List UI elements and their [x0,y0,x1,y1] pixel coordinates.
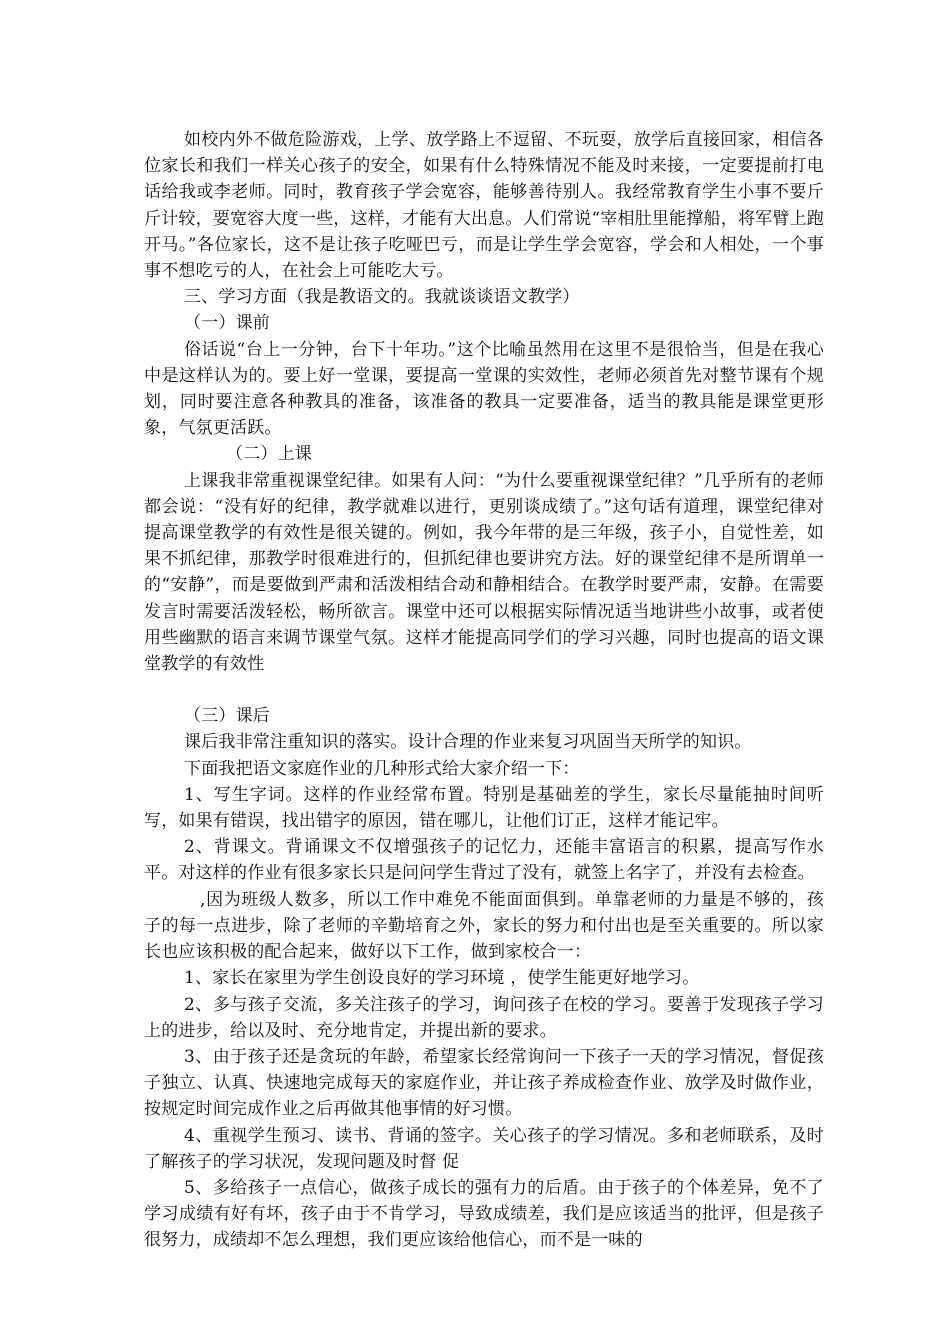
subheading-before-class: （一）课前 [184,313,270,334]
paragraph-safety: 如校内外不做危险游戏，上学、放学路上不逗留、不玩耍，放学后直接回家，相信各位家长和我们一样关心孩子的安全，如果有什么特殊情况不能及时来接，一定要提前打电话给我或李老师。同时，教育孩子学会宽容，能够善待别人。我经常教育学生小事不要斤斤计较，要宽容大度一些，这样，才能有大出息。人们常说“宰相肚里能撑船，将军臂上跑开马。”各位家长，这不是让孩子吃哑巴亏，而是让学生学会宽容，学会和人相处，一个事事不想吃亏的人，在社会上可能吃大亏。 [144,130,824,282]
list-item-parents-4: 4、重视学生预习、读书、背诵的签字。关心孩子的学习情况。多和老师联系，及时了解孩子的学习状况，发现问题及时督 促 [144,1125,824,1172]
list-item-homework-2: 2、背课文。背诵课文不仅增强孩子的记忆力，还能丰富语言的积累，提高写作水平。对这样的作业有很多家长只是问问学生背过了没有，就签上名字了，并没有去检查。 [144,837,824,884]
paragraph-parents-cooperation: ,因为班级人数多，所以工作中难免不能面面俱到。单靠老师的力量是不够的，孩子的每一点进步，除了老师的辛勤培育之外，家长的努力和付出也是至关重要的。所以家长也应该积极的配合起来，做好以下工作，做到家校合一： [144,889,824,963]
paragraph-after-class: 课后我非常注重知识的落实。设计合理的作业来复习巩固当天所学的知识。 [184,732,752,753]
subheading-after-class: （三）课后 [184,706,270,727]
section-heading-study: 三、学习方面（我是教语文的。我就谈谈语文教学） [184,287,580,308]
paragraph-before-class: 俗话说“台上一分钟，台下十年功。”这个比喻虽然用在这里不是很恰当，但是在我心中是这样认为的。要上好一堂课，要提高一堂课的实效性，老师必须首先对整节课有个规划，同时要注意各种教具的准备，该准备的教具一定要准备，适当的教具能是课堂更形象，气氛更活跃。 [144,339,824,439]
subheading-in-class: （二）上课 [226,444,312,465]
paragraph-homework-intro: 下面我把语文家庭作业的几种形式给大家介绍一下： [184,758,580,779]
document-body [144,127,824,1254]
spacer [144,677,824,703]
paragraph-in-class: 上课我非常重视课堂纪律。如果有人问：“为什么要重视课堂纪律？”几乎所有的老师都会说：“没有好的纪律，教学就难以进行，更别谈成绩了。”这句话有道理，课堂纪律对提高课堂教学的有效性是很关键的。例如，我今年带的是三年级，孩子小，自觉性差，如果不抓纪律，那教学时很难进行的，但抓纪律也要讲究方法。好的课堂纪律不是所谓单一的“安静”，而是要做到严肃和活泼相结合动和静相结合。在教学时要严肃，安静。在需要发言时需要活泼轻松，畅所欲言。课堂中还可以根据实际情况适当地讲些小故事，或者使用些幽默的语言来调节课堂气氛。这样才能提高同学们的学习兴趣，同时也提高的语文课堂教学的有效性 [144,470,824,675]
list-item-parents-2: 2、多与孩子交流，多关注孩子的学习，询问孩子在校的学习。要善于发现孩子学习上的进步，给以及时、充分地肯定，并提出新的要求。 [144,994,824,1041]
list-item-homework-1: 1、写生字词。这样的作业经常布置。特别是基础差的学生，家长尽量能抽时间听写，如果有错误，找出错字的原因，错在哪儿，让他们订正，这样才能记牢。 [144,784,824,832]
list-item-parents-3: 3、由于孩子还是贪玩的年龄，希望家长经常询问一下孩子一天的学习情况，督促孩子独立、认真、快速地完成每天的家庭作业，并让孩子养成检查作业、放学及时做作业，按规定时间完成作业之后再做其他事情的好习惯。 [144,1046,824,1120]
list-item-parents-1: 1、家长在家里为学生创设良好的学习环境 ，使学生能更好地学习。 [184,968,700,989]
list-item-parents-5: 5、多给孩子一点信心，做孩子成长的强有力的后盾。由于孩子的个体差异，免不了学习成绩有好有坏，孩子由于不肯学习，导致成绩差，我们是应该适当的批评，但是孩子很努力，成绩却不怎么理想，我们更应该给他信心，而不是一味的 [144,1177,824,1251]
